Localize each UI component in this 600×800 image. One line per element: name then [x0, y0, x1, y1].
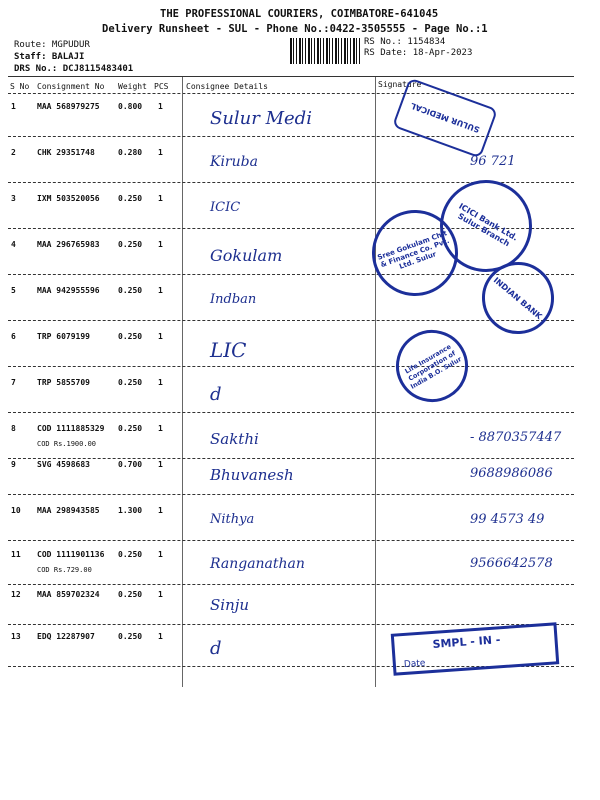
pcs-value: 1	[158, 378, 163, 387]
row-serial-no: 1	[11, 102, 16, 111]
weight-value: 0.250	[118, 632, 143, 641]
pcs-value: 1	[158, 148, 163, 157]
weight-value: 0.250	[118, 194, 143, 203]
col-header-weight: Weight	[118, 82, 147, 91]
consignee-handwritten: Bhuvanesh	[210, 466, 294, 484]
pcs-value: 1	[158, 550, 163, 559]
weight-value: 0.280	[118, 148, 143, 157]
consignee-handwritten: Sulur Medi	[210, 108, 312, 129]
indian-bank-stamp: INDIAN BANK	[467, 247, 568, 348]
consignment-number: MAA 568979275	[37, 102, 100, 111]
drs-number: DRS No.: DCJ8115483401	[14, 64, 134, 74]
row-serial-no: 5	[11, 286, 16, 295]
stamp-date-label: Date	[403, 658, 426, 670]
signature-handwritten: 96 721	[470, 154, 516, 169]
row-serial-no: 4	[11, 240, 16, 249]
signature-handwritten: 9688986086	[470, 466, 553, 481]
row-separator	[8, 412, 574, 413]
consignee-handwritten: Gokulam	[210, 246, 283, 265]
pcs-value: 1	[158, 194, 163, 203]
consignee-handwritten: d	[210, 638, 222, 659]
row-serial-no: 12	[11, 590, 21, 599]
weight-value: 0.250	[118, 378, 143, 387]
row-serial-no: 6	[11, 332, 16, 341]
consignment-number: MAA 296765983	[37, 240, 100, 249]
document-title: THE PROFESSIONAL COURIERS, COIMBATORE-641045	[160, 8, 439, 20]
row-serial-no: 7	[11, 378, 16, 387]
consignee-handwritten: ICIC	[210, 200, 241, 215]
weight-value: 0.800	[118, 102, 143, 111]
weight-value: 0.250	[118, 240, 143, 249]
col-header-pcs: PCS	[154, 82, 169, 91]
pcs-value: 1	[158, 460, 163, 469]
table-top-rule	[8, 76, 574, 77]
consignment-number: MAA 942955596	[37, 286, 100, 295]
consignment-number: COD 1111885329	[37, 424, 105, 433]
document-subtitle: Delivery Runsheet - SUL - Phone No.:0422-3505555 - Page No.:1	[102, 23, 488, 35]
pcs-value: 1	[158, 632, 163, 641]
consignment-number: TRP 5855709	[37, 378, 90, 387]
row-separator	[8, 136, 574, 137]
row-serial-no: 9	[11, 460, 16, 469]
weight-value: 0.250	[118, 590, 143, 599]
signature-handwritten: - 8870357447	[470, 430, 562, 445]
sulur-medical-stamp: SULUR MEDICAL	[392, 77, 498, 158]
row-serial-no: 11	[11, 550, 21, 559]
consignee-handwritten: d	[210, 384, 222, 405]
consignee-handwritten: LIC	[210, 338, 247, 362]
signature-handwritten: 99 4573 49	[470, 512, 545, 527]
consignee-handwritten: Nithya	[210, 512, 255, 527]
signature-handwritten: 9566642578	[470, 556, 553, 571]
row-separator	[8, 494, 574, 495]
consignment-number: TRP 6079199	[37, 332, 90, 341]
consignee-handwritten: Indban	[210, 292, 257, 307]
row-serial-no: 2	[11, 148, 16, 157]
row-separator	[8, 458, 574, 459]
staff-label: Staff: BALAJI	[14, 52, 85, 62]
route-label: Route: MGPUDUR	[14, 40, 90, 50]
consignment-number: IXM 503520056	[37, 194, 100, 203]
row-separator	[8, 366, 574, 367]
col-header-sno: S No	[10, 82, 30, 91]
pcs-value: 1	[158, 506, 163, 515]
cod-amount: COD Rs.1900.00	[37, 440, 97, 448]
row-serial-no: 13	[11, 632, 21, 641]
consignment-number: MAA 298943585	[37, 506, 100, 515]
row-separator	[8, 584, 574, 585]
consignee-handwritten: Sinju	[210, 596, 250, 614]
weight-value: 0.700	[118, 460, 143, 469]
weight-value: 1.300	[118, 506, 143, 515]
cod-amount: COD Rs.729.00	[37, 566, 92, 574]
consignment-number: SVG 4598683	[37, 460, 90, 469]
consignment-number: MAA 859702324	[37, 590, 100, 599]
weight-value: 0.250	[118, 286, 143, 295]
gokulam-chit-stamp: Sree Gokulam Chit & Finance Co. Pvt. Ltd. Sulur	[360, 198, 470, 308]
barcode	[290, 38, 360, 64]
consignee-handwritten: Ranganathan	[210, 556, 305, 572]
col-header-consignee: Consignee Details	[186, 82, 268, 91]
row-serial-no: 3	[11, 194, 16, 203]
pcs-value: 1	[158, 424, 163, 433]
pcs-value: 1	[158, 102, 163, 111]
consignee-handwritten: Kiruba	[210, 154, 258, 170]
weight-value: 0.250	[118, 332, 143, 341]
row-serial-no: 10	[11, 506, 21, 515]
column-divider	[182, 77, 183, 687]
table-header-rule	[8, 93, 574, 94]
consignee-handwritten: Sakthi	[210, 430, 259, 448]
row-separator	[8, 540, 574, 541]
column-divider	[375, 77, 376, 687]
pcs-value: 1	[158, 332, 163, 341]
smpl-stamp: SMPL - IN - Date	[391, 622, 560, 675]
rs-number: RS No.: 1154834	[364, 37, 446, 47]
consignment-number: EDQ 12287907	[37, 632, 95, 641]
rs-date: RS Date: 18-Apr-2023	[364, 48, 473, 58]
col-header-signature: Signature	[378, 80, 422, 89]
weight-value: 0.250	[118, 550, 143, 559]
pcs-value: 1	[158, 286, 163, 295]
consignment-number: CHK 29351748	[37, 148, 95, 157]
col-header-consignment: Consignment No	[37, 82, 105, 91]
lic-stamp: Life Insurance Corporation of India B.O. Sulur	[383, 317, 481, 415]
weight-value: 0.250	[118, 424, 143, 433]
icici-bank-stamp: ICICI Bank Ltd. Sulur Branch	[423, 163, 549, 289]
row-separator	[8, 624, 574, 625]
pcs-value: 1	[158, 240, 163, 249]
row-serial-no: 8	[11, 424, 16, 433]
pcs-value: 1	[158, 590, 163, 599]
consignment-number: COD 1111901136	[37, 550, 105, 559]
